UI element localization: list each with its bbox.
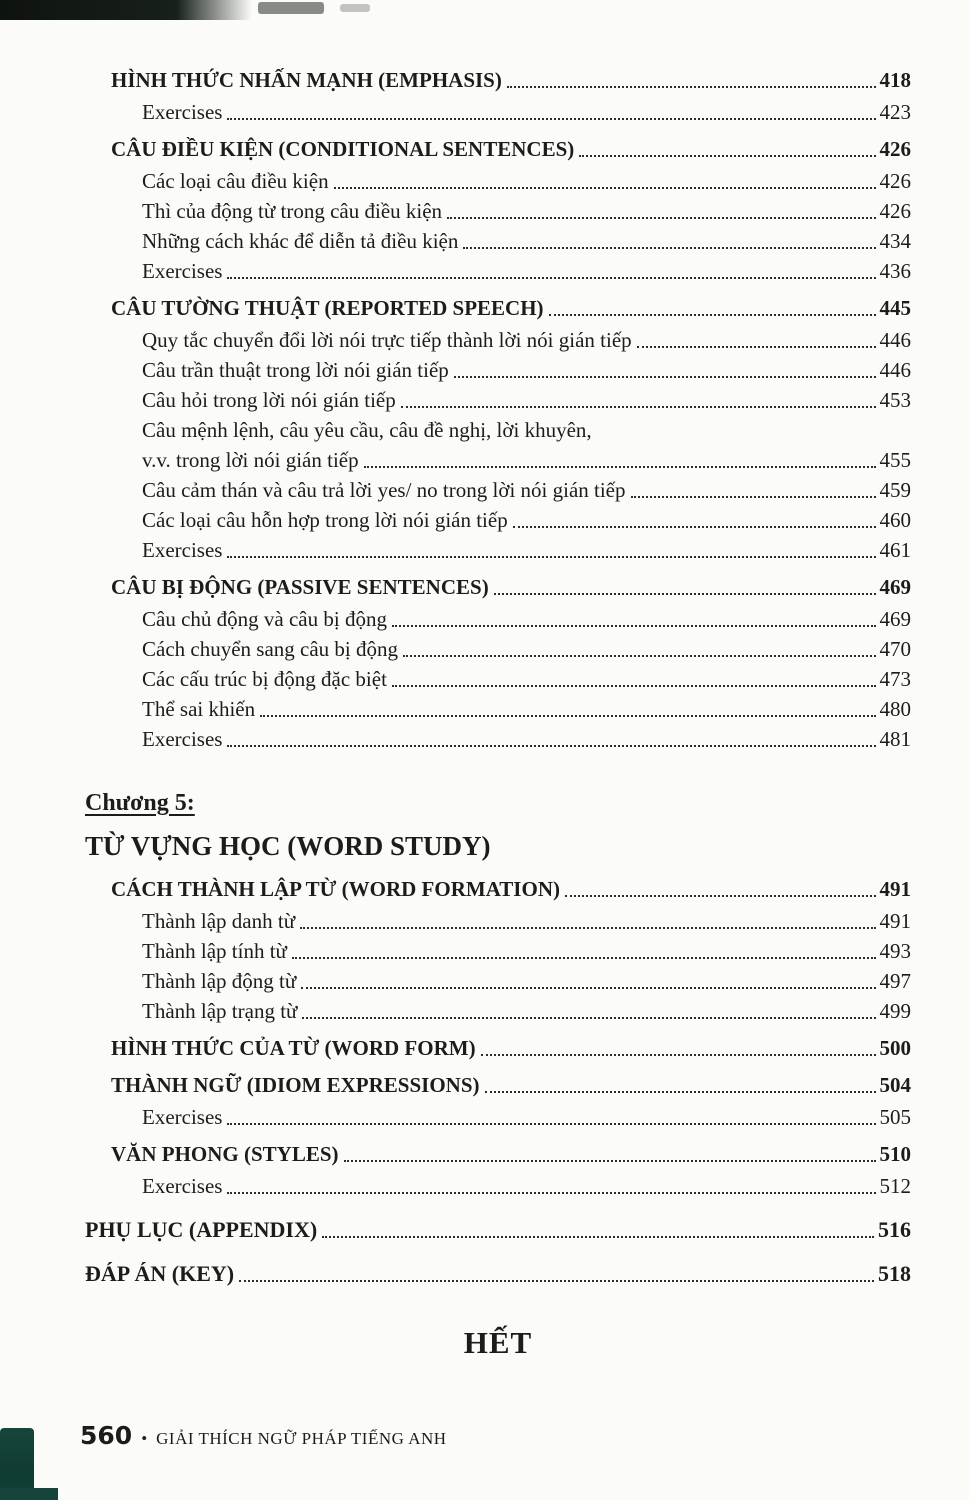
toc-entry-page: 453 (879, 388, 911, 412)
toc-entry-label: Thành lập tính từ (142, 939, 287, 963)
footer-page-number: 560 (80, 1421, 133, 1450)
toc-entry-page: 418 (879, 68, 911, 92)
toc-entry-page: 499 (879, 999, 911, 1023)
toc-entry (142, 906, 911, 936)
toc-entry-label: THÀNH NGỮ (IDIOM EXPRESSIONS) (111, 1073, 480, 1097)
toc-entry-page: 446 (879, 328, 911, 352)
toc-entry-label: Thành lập động từ (142, 969, 297, 993)
toc-entry-label: CÂU TƯỜNG THUẬT (REPORTED SPEECH) (111, 296, 544, 320)
dot-leader (227, 745, 875, 747)
toc-entry-label: Các cấu trúc bị động đặc biệt (142, 667, 387, 691)
toc-entry (85, 1259, 911, 1289)
dot-leader (447, 217, 875, 219)
toc-entry-label: Exercises (142, 259, 223, 283)
toc-entry-page: 491 (879, 877, 911, 901)
toc-entry-page: 500 (879, 1036, 911, 1060)
dot-leader (481, 1054, 876, 1056)
toc-entry-label: Thành lập danh từ (142, 909, 296, 933)
toc-entry-page: 491 (879, 909, 911, 933)
toc-entry (85, 1215, 911, 1245)
end-marker: HẾT (463, 1325, 533, 1360)
toc-entry (142, 97, 911, 127)
toc-entry-page: 436 (879, 259, 911, 283)
page-footer (80, 1421, 447, 1450)
dot-leader (485, 1091, 876, 1093)
toc-entry (142, 256, 911, 286)
dot-leader (392, 685, 876, 687)
dot-leader (322, 1236, 874, 1238)
toc-entry (111, 1033, 911, 1063)
toc-entry-page: 461 (879, 538, 911, 562)
toc-entry-label: Exercises (142, 1105, 223, 1129)
toc-entry (142, 196, 911, 226)
dot-leader (292, 957, 876, 959)
dot-leader (227, 277, 875, 279)
toc-entry (142, 694, 911, 724)
toc-entry (142, 634, 911, 664)
dot-leader (334, 187, 876, 189)
footer-bullet-icon: • (141, 1429, 148, 1448)
dot-leader (364, 466, 876, 468)
toc-entry (142, 166, 911, 196)
dot-leader (507, 86, 876, 88)
toc-entry-label: HÌNH THỨC CỦA TỪ (WORD FORM) (111, 1036, 476, 1060)
toc-entry-page: 426 (879, 199, 911, 223)
toc-entry-label: Câu mệnh lệnh, câu yêu cầu, câu đề nghị, lời khuyên, (142, 418, 592, 442)
dot-leader (392, 625, 876, 627)
toc-entry-page: 445 (879, 296, 911, 320)
scan-artifact-top-smudge (258, 2, 324, 14)
chapter-title: TỪ VỰNG HỌC (WORD STUDY) (85, 831, 491, 861)
footer-book-title: GIẢI THÍCH NGỮ PHÁP TIẾNG ANH (156, 1429, 447, 1448)
dot-leader (301, 987, 875, 989)
toc-entry-page: 497 (879, 969, 911, 993)
dot-leader (631, 496, 876, 498)
toc-entry (111, 572, 911, 602)
dot-leader (300, 927, 875, 929)
toc-entry-page: 480 (879, 697, 911, 721)
table-of-contents-page (85, 58, 911, 1361)
toc-entry (111, 1139, 911, 1169)
toc-entry (111, 1070, 911, 1100)
toc-entry (142, 1102, 911, 1132)
toc-entry-label: Exercises (142, 100, 223, 124)
dot-leader (227, 118, 875, 120)
toc-entry-page: 426 (879, 137, 911, 161)
toc-entry (142, 385, 911, 415)
toc-entry-label: Các loại câu điều kiện (142, 169, 329, 193)
dot-leader (565, 895, 876, 897)
scan-artifact-bottom-edge (0, 1488, 58, 1500)
toc-entry (142, 226, 911, 256)
toc-entry-page: 493 (879, 939, 911, 963)
dot-leader (227, 556, 875, 558)
toc-entry-label: Câu cảm thán và câu trả lời yes/ no trong lời nói gián tiếp (142, 478, 626, 502)
toc-entry-page: 518 (878, 1261, 911, 1286)
toc-entry (142, 355, 911, 385)
dot-leader (637, 346, 876, 348)
toc-entry-label: ĐÁP ÁN (KEY) (85, 1261, 235, 1286)
toc-entry (142, 325, 911, 355)
toc-entry (142, 415, 911, 445)
dot-leader (227, 1123, 875, 1125)
toc-entry-label: Exercises (142, 538, 223, 562)
toc-entry-page: 460 (879, 508, 911, 532)
toc-entry-page: 504 (879, 1073, 911, 1097)
dot-leader (494, 593, 876, 595)
toc-entry-label: Quy tắc chuyển đổi lời nói trực tiếp thành lời nói gián tiếp (142, 328, 632, 352)
dot-leader (549, 314, 876, 316)
toc-entry (142, 445, 911, 475)
toc-entry-page: 469 (879, 607, 911, 631)
toc-list-part2 (85, 874, 911, 1289)
dot-leader (239, 1280, 874, 1282)
toc-entry-page: 459 (879, 478, 911, 502)
toc-entry-label: CÁCH THÀNH LẬP TỪ (WORD FORMATION) (111, 877, 560, 901)
dot-leader (227, 1192, 875, 1194)
dot-leader (302, 1017, 875, 1019)
toc-entry-label: CÂU BỊ ĐỘNG (PASSIVE SENTENCES) (111, 575, 489, 599)
dot-leader (401, 406, 876, 408)
toc-entry-label: Exercises (142, 1174, 223, 1198)
toc-entry-page: 470 (879, 637, 911, 661)
toc-entry-label: Những cách khác để diễn tả điều kiện (142, 229, 459, 253)
toc-entry (142, 535, 911, 565)
toc-entry-page: 423 (879, 100, 911, 124)
toc-entry-label: Câu trần thuật trong lời nói gián tiếp (142, 358, 449, 382)
toc-entry (111, 134, 911, 164)
dot-leader (579, 155, 875, 157)
toc-entry (111, 874, 911, 904)
toc-entry-label: Cách chuyển sang câu bị động (142, 637, 399, 661)
toc-entry (111, 293, 911, 323)
toc-entry-label: HÌNH THỨC NHẤN MẠNH (EMPHASIS) (111, 68, 502, 92)
dot-leader (403, 655, 875, 657)
toc-entry-page: 510 (879, 1142, 911, 1166)
toc-entry (142, 475, 911, 505)
toc-entry-page: 434 (879, 229, 911, 253)
toc-entry-page: 455 (879, 448, 911, 472)
scan-artifact-top-bar (0, 0, 252, 20)
toc-entry (142, 505, 911, 535)
toc-entry-label: CÂU ĐIỀU KIỆN (CONDITIONAL SENTENCES) (111, 137, 575, 161)
toc-entry-page: 426 (879, 169, 911, 193)
toc-entry (142, 604, 911, 634)
dot-leader (344, 1160, 876, 1162)
toc-entry (142, 1171, 911, 1201)
toc-entry (142, 936, 911, 966)
toc-entry-label: PHỤ LỤC (APPENDIX) (85, 1217, 318, 1242)
toc-entry-page: 473 (879, 667, 911, 691)
toc-entry-label: Câu chủ động và câu bị động (142, 607, 387, 631)
toc-entry-label: Exercises (142, 727, 223, 751)
toc-entry (142, 966, 911, 996)
toc-entry-page: 512 (879, 1174, 911, 1198)
toc-entry-label: v.v. trong lời nói gián tiếp (142, 448, 359, 472)
dot-leader (463, 247, 875, 249)
chapter-number-label: Chương 5: (85, 790, 195, 816)
toc-entry-label: VĂN PHONG (STYLES) (111, 1142, 339, 1166)
toc-entry (142, 724, 911, 754)
toc-entry-label: Thể sai khiến (142, 697, 256, 721)
toc-list-part1 (85, 65, 911, 754)
toc-entry-page: 516 (878, 1217, 911, 1242)
toc-entry-page: 505 (879, 1105, 911, 1129)
toc-entry-label: Thành lập trạng từ (142, 999, 298, 1023)
toc-entry (142, 664, 911, 694)
toc-entry-label: Các loại câu hỗn hợp trong lời nói gián tiếp (142, 508, 508, 532)
toc-entry-page: 446 (879, 358, 911, 382)
dot-leader (454, 376, 876, 378)
dot-leader (260, 715, 875, 717)
dot-leader (513, 526, 876, 528)
toc-entry-label: Thì của động từ trong câu điều kiện (142, 199, 443, 223)
toc-entry (142, 996, 911, 1026)
toc-entry-label: Câu hỏi trong lời nói gián tiếp (142, 388, 396, 412)
scan-artifact-top-smudge-small (340, 4, 370, 12)
toc-entry-page: 481 (879, 727, 911, 751)
chapter-5-heading (85, 790, 911, 862)
toc-entry (111, 65, 911, 95)
toc-entry-page: 469 (879, 575, 911, 599)
